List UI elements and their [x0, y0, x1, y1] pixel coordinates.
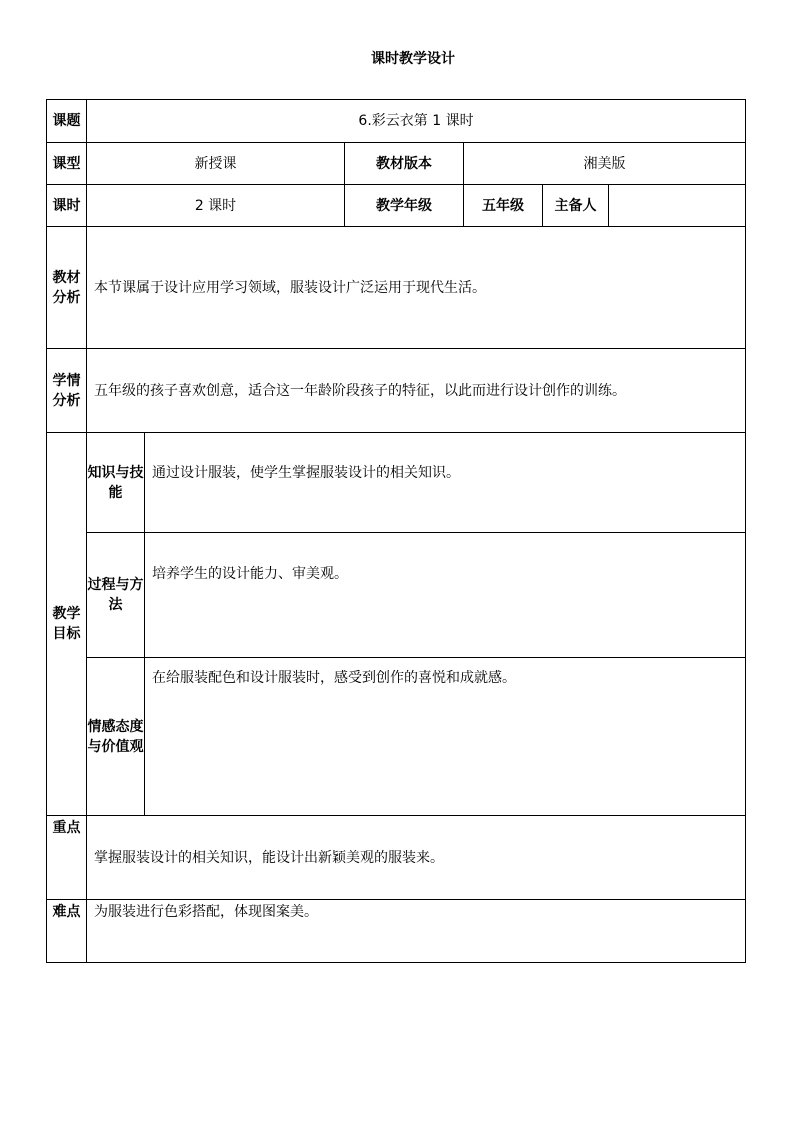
value-students: 五年级的孩子喜欢创意，适合这一年龄阶段孩子的特征，以此而进行设计创作的训练。: [87, 349, 746, 433]
label-students: 学情分析: [47, 349, 87, 433]
label-grade: 教学年级: [345, 185, 464, 227]
label-topic: 课题: [47, 100, 87, 143]
row-key-points: [47, 816, 746, 900]
value-grade: 五年级: [464, 185, 543, 227]
row-topic: [47, 100, 746, 143]
value-topic: 6.彩云衣第 1 课时: [87, 100, 746, 143]
label-emotion: 情感态度与价值观: [87, 658, 145, 816]
label-hours: 课时: [47, 185, 87, 227]
label-preparer: 主备人: [543, 185, 609, 227]
value-difficulties: 为服装进行色彩搭配，体现图案美。: [87, 900, 746, 963]
label-process: 过程与方法: [87, 533, 145, 658]
label-edition: 教材版本: [345, 143, 464, 185]
row-objective-emotion: [47, 658, 746, 816]
label-knowledge: 知识与技能: [87, 433, 145, 533]
value-process: 培养学生的设计能力、审美观。: [145, 533, 746, 658]
value-knowledge: 通过设计服装，使学生掌握服装设计的相关知识。: [145, 433, 746, 533]
value-material: 本节课属于设计应用学习领域，服装设计广泛运用于现代生活。: [87, 227, 746, 349]
row-students: [47, 349, 746, 433]
value-type: 新授课: [87, 143, 345, 185]
row-hours: [47, 185, 746, 227]
value-edition: 湘美版: [464, 143, 746, 185]
value-key-points: 掌握服装设计的相关知识，能设计出新颖美观的服装来。: [87, 816, 746, 900]
lesson-plan-table: [46, 99, 746, 963]
row-type: [47, 143, 746, 185]
row-material: [47, 227, 746, 349]
row-difficulties: [47, 900, 746, 963]
label-material: 教材分析: [47, 227, 87, 349]
value-hours: 2 课时: [87, 185, 345, 227]
value-preparer: [609, 185, 746, 227]
value-emotion: 在给服装配色和设计服装时，感受到创作的喜悦和成就感。: [145, 658, 746, 816]
label-key-points: 重点: [47, 816, 87, 900]
row-objective-process: [47, 533, 746, 658]
label-objectives: 教学目标: [47, 433, 87, 816]
label-difficulties: 难点: [47, 900, 87, 963]
label-type: 课型: [47, 143, 87, 185]
row-objective-knowledge: [47, 433, 746, 533]
page-title: 课时教学设计: [371, 51, 455, 67]
